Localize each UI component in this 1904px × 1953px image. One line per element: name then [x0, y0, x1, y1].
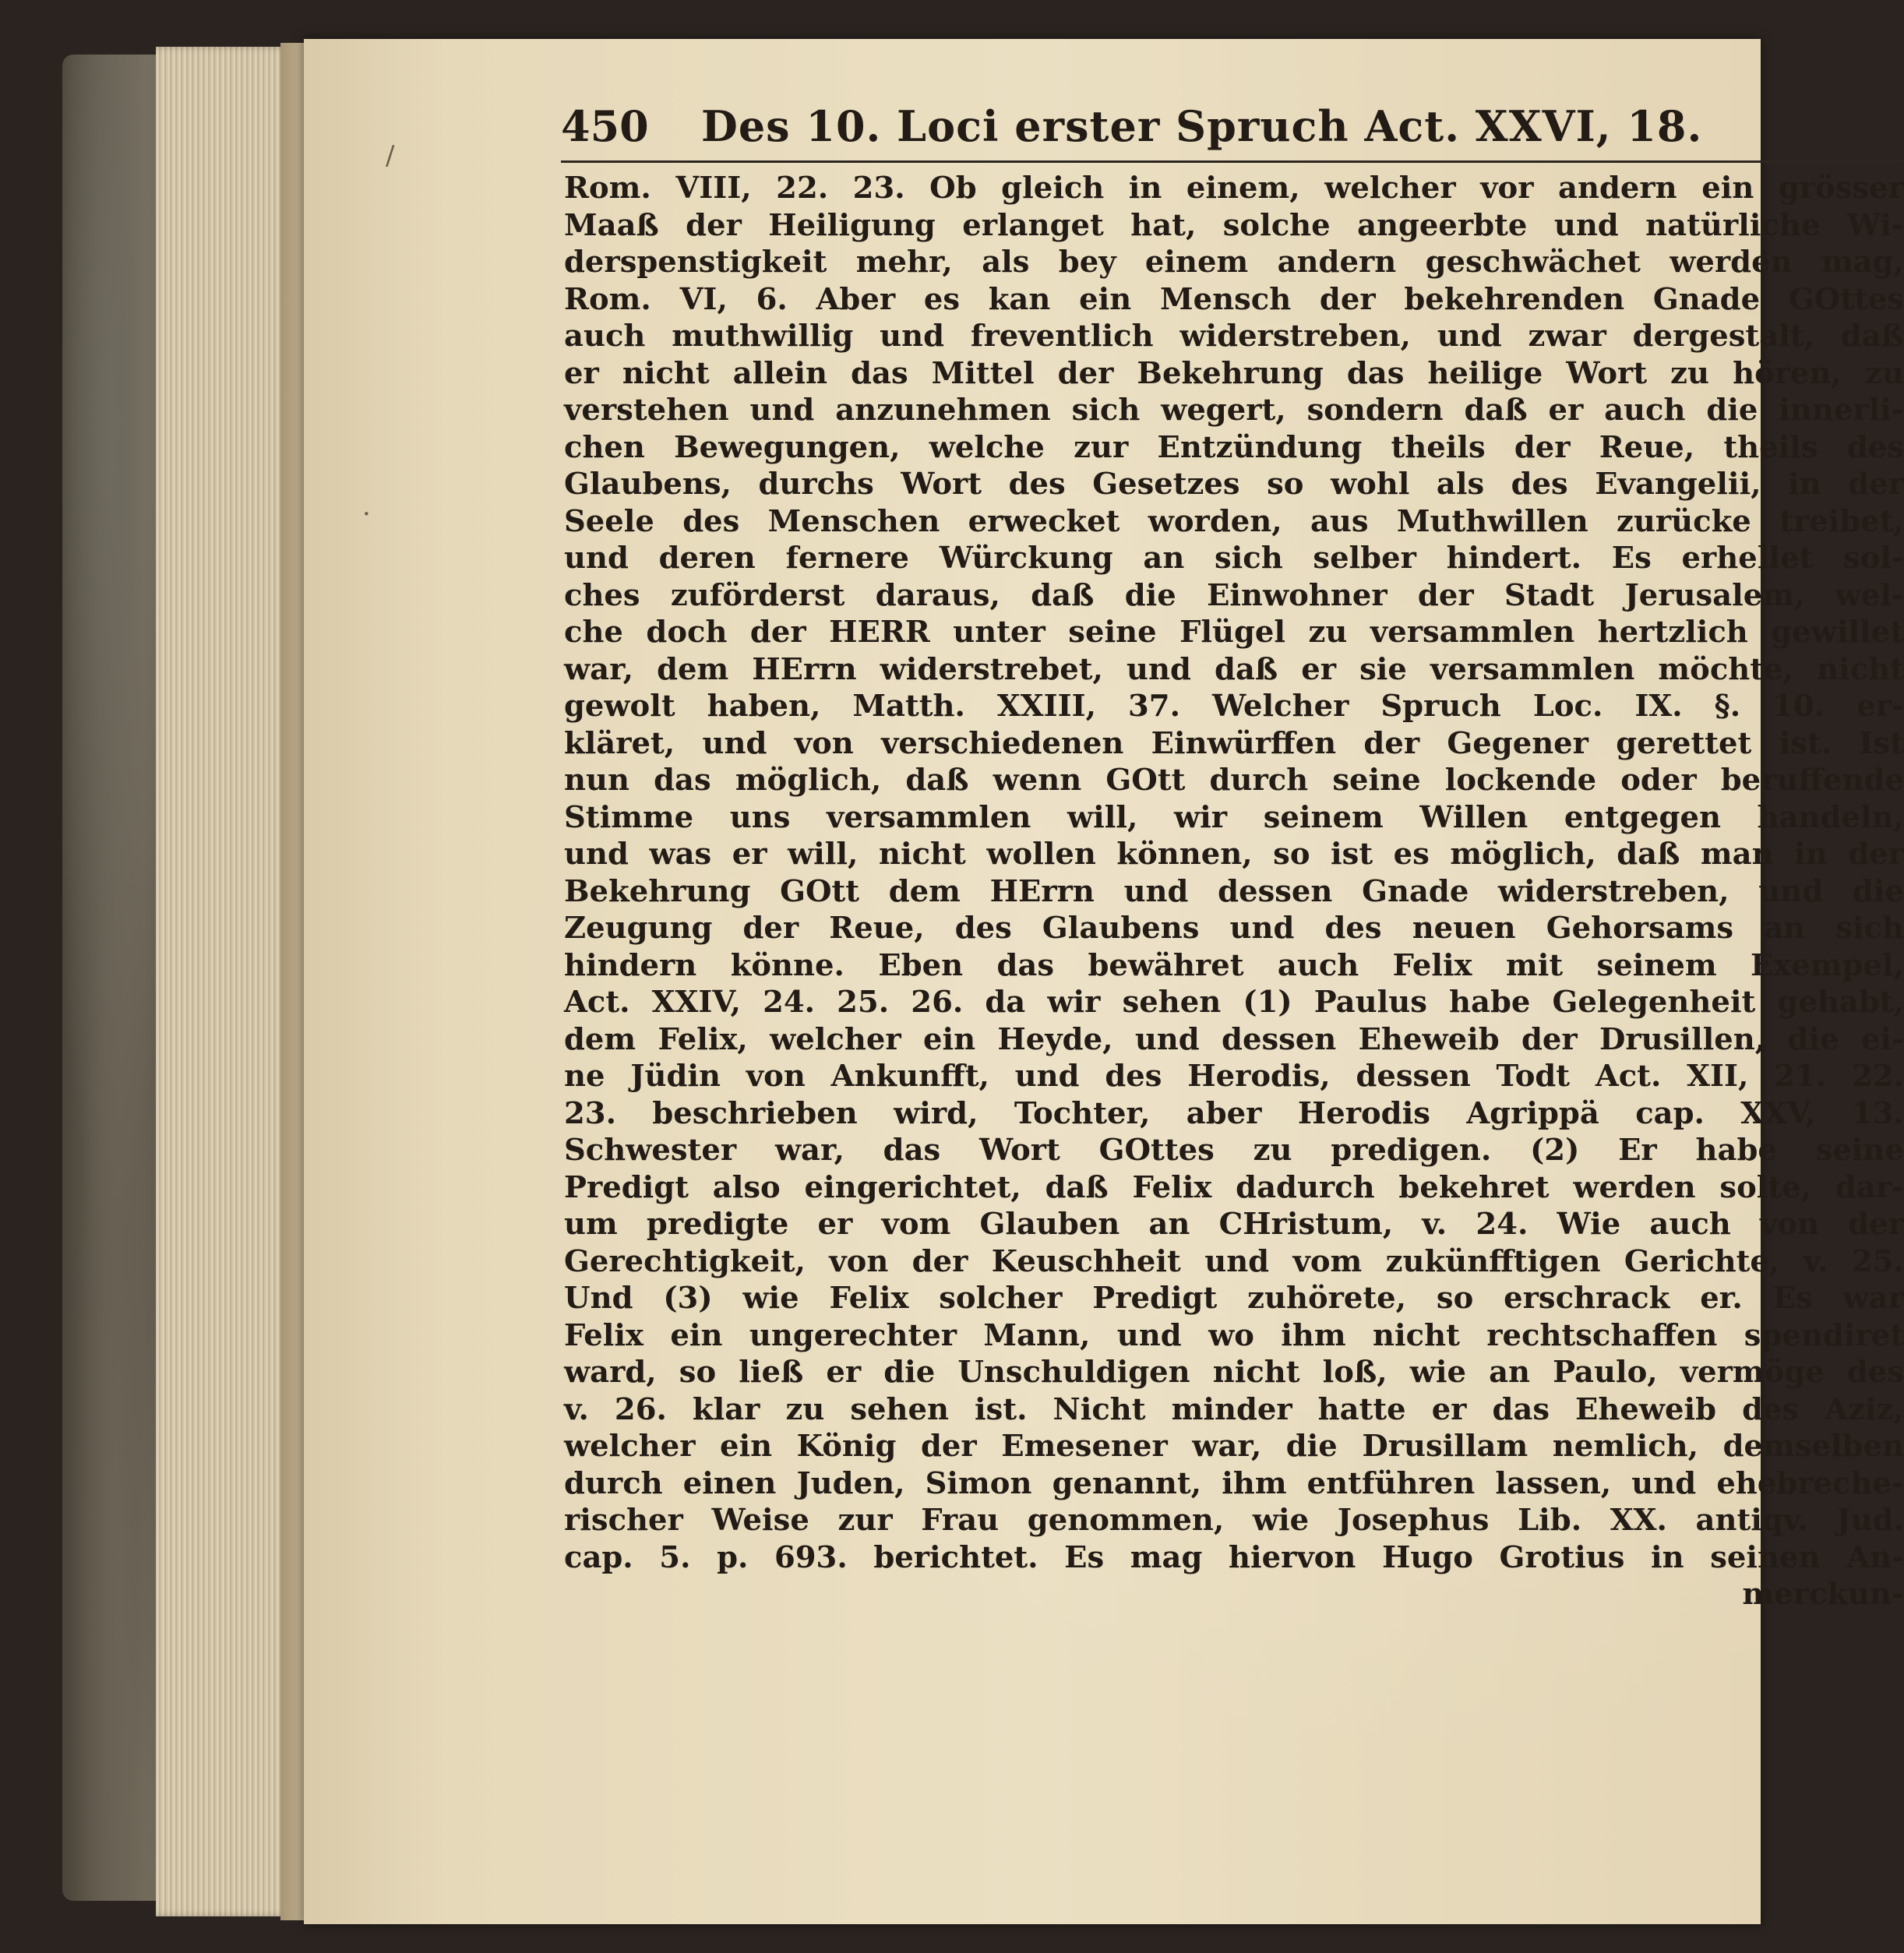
- text-line: verstehen und anzunehmen sich wegert, sondern daß er auch die innerli-: [564, 393, 1904, 428]
- text-line: welcher ein König der Emesener war, die Drusillam nemlich, demselben: [564, 1429, 1904, 1464]
- text-line: Und (3) wie Felix solcher Predigt zuhörete, so erschrack er. Es war: [564, 1281, 1904, 1316]
- text-line: gewolt haben, Matth. XXIII, 37. Welcher Spruch Loc. IX. §. 10. er-: [564, 689, 1904, 724]
- running-header: [561, 75, 1901, 163]
- text-line: Rom. VIII, 22. 23. Ob gleich in einem, welcher vor andern ein grösser: [564, 171, 1904, 206]
- catchword: merckun-: [1742, 1577, 1904, 1612]
- text-line: ches zuförderst daraus, daß die Einwohner der Stadt Jerusalem, wel-: [564, 577, 1904, 613]
- text-line: Schwester war, das Wort GOttes zu predigen. (2) Er habe seine: [564, 1133, 1904, 1168]
- text-line: Zeugung der Reue, des Glaubens und des neuen Gehorsams an sich: [564, 911, 1904, 946]
- page-number: 450: [561, 101, 649, 151]
- text-line: Rom. VI, 6. Aber es kan ein Mensch der bekehrenden Gnade GOttes: [564, 281, 1904, 317]
- text-line: kläret, und von verschiedenen Einwürffen der Gegener gerettet ist. Ist: [564, 725, 1904, 761]
- text-line: hindern könne. Eben das bewähret auch Felix mit seinem Exempel,: [564, 947, 1904, 983]
- text-line: Gerechtigkeit, von der Keuschheit und vom zukünfftigen Gerichte, v. 25.: [564, 1243, 1904, 1279]
- text-line: Act. XXIV, 24. 25. 26. da wir sehen (1) Paulus habe Gelegenheit gehabt,: [564, 985, 1904, 1020]
- text-line: auch muthwillig und freventlich widerstreben, und zwar dergestalt, daß: [564, 319, 1904, 354]
- text-line: dem Felix, welcher ein Heyde, und dessen Eheweib der Drusillen, die ei-: [564, 1021, 1904, 1057]
- running-title: Des 10. Loci erster Spruch Act. XXVI, 18.: [701, 101, 1703, 151]
- text-line: und was er will, nicht wollen können, so ist es möglich, daß man in der: [564, 837, 1904, 872]
- body-text: [564, 170, 1904, 1613]
- text-line: war, dem HErrn widerstrebet, und daß er sie versammlen möchte, nicht: [564, 651, 1904, 687]
- text-line: er nicht allein das Mittel der Bekehrung das heilige Wort zu hören, zu: [564, 355, 1904, 391]
- text-line: ne Jüdin von Ankunfft, und des Herodis, dessen Todt Act. XII, 21. 22.: [564, 1059, 1904, 1094]
- text-line: Predigt also eingerichtet, daß Felix dadurch bekehret werden solte, dar-: [564, 1169, 1904, 1205]
- text-line: che doch der HERR unter seine Flügel zu versammlen hertzlich gewillet: [564, 615, 1904, 650]
- text-line: und deren fernere Würckung an sich selber hindert. Es erhellet sol-: [564, 541, 1904, 576]
- book-page: [304, 39, 1904, 1924]
- text-line: rischer Weise zur Frau genommen, wie Josephus Lib. XX. antiqv. Jud.: [564, 1503, 1904, 1538]
- text-line: nun das möglich, daß wenn GOtt durch seine lockende oder beruffende: [564, 763, 1904, 798]
- text-line: Glaubens, durchs Wort des Gesetzes so wohl als des Evangelii, in der: [564, 467, 1904, 502]
- text-line: Bekehrung GOtt dem HErrn und dessen Gnade widerstreben, und die: [564, 873, 1904, 909]
- text-line: Maaß der Heiligung erlanget hat, solche angeerbte und natürliche Wi-: [564, 207, 1904, 243]
- margin-mark: ·: [362, 499, 371, 530]
- text-line: v. 26. klar zu sehen ist. Nicht minder hatte er das Eheweib des Aziz,: [564, 1391, 1904, 1427]
- text-line: Seele des Menschen erwecket worden, aus Muthwillen zurücke treibet,: [564, 503, 1904, 539]
- text-line: durch einen Juden, Simon genannt, ihm entführen lassen, und ehebreche-: [564, 1465, 1904, 1501]
- text-line: ward, so ließ er die Unschuldigen nicht loß, wie an Paulo, vermöge des: [564, 1355, 1904, 1390]
- text-line: derspenstigkeit mehr, als bey einem andern geschwächet werden mag,: [564, 245, 1904, 280]
- text-line: Stimme uns versammlen will, wir seinem Willen entgegen handeln,: [564, 799, 1904, 835]
- text-line: um predigte er vom Glauben an CHristum, v. 24. Wie auch von der: [564, 1207, 1904, 1242]
- text-line: chen Bewegungen, welche zur Entzündung theils der Reue, theils des: [564, 429, 1904, 465]
- text-line: 23. beschrieben wird, Tochter, aber Herodis Agrippä cap. XXV, 13.: [564, 1095, 1904, 1131]
- text-line: cap. 5. p. 693. berichtet. Es mag hiervon Hugo Grotius in seinen An-: [564, 1539, 1904, 1575]
- text-line: Felix ein ungerechter Mann, und wo ihm nicht rechtschaffen spendiret: [564, 1317, 1904, 1353]
- margin-mark: /: [386, 140, 395, 171]
